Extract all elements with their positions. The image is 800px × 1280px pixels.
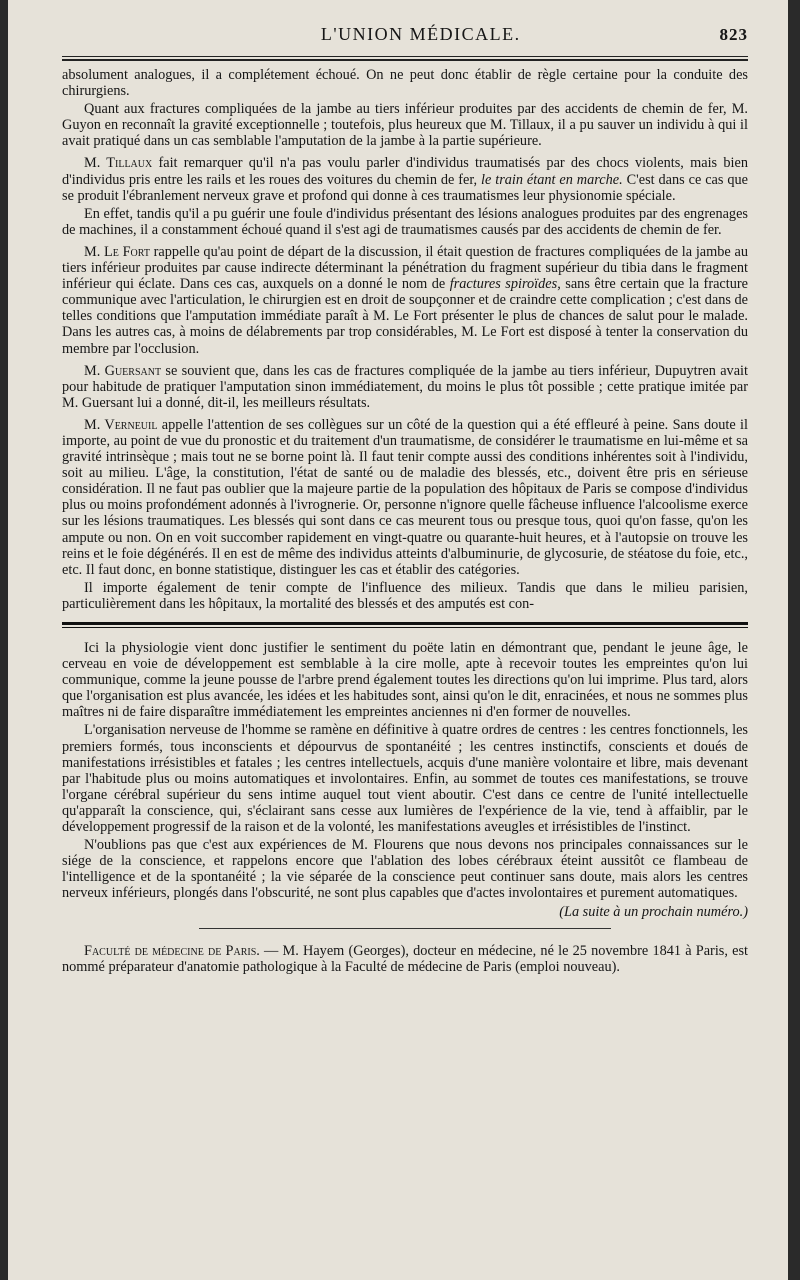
notice-heading: Faculté de médecine de Paris. bbox=[84, 942, 260, 959]
faculty-notice bbox=[62, 943, 748, 976]
journal-title: L'UNION MÉDICALE. bbox=[320, 24, 521, 44]
header-rule bbox=[62, 56, 748, 61]
running-head bbox=[62, 24, 748, 54]
feuilleton-text bbox=[62, 640, 748, 920]
speaker-name: M. Le Fort bbox=[84, 243, 150, 260]
paragraph: M. Le Fort rappelle qu'au point de départ de la discussion, il était question de fractures compliquées de la jambe au tiers inférieur produites par cause indirecte déterminant la pénétration du fragment supérieur du tibia dans le fragment inférieur qui éclate. Dans ces cas, auxquels on a donné le nom de fractures spiroïdes, sans être certain que la fracture communique avec l'articulation, le chirurgien est en droit de soupçonner et de craindre cette complication ; c'est dans de telles conditions que l'amputation immédiate paraît à M. Le Fort présenter le plus de chances de salut pour le malade. Dans les autres cas, à moins de délabrements par trop considérables, M. Le Fort est disposé à tenter la conservation du membre par l'occlusion. bbox=[62, 243, 748, 357]
paragraph: Ici la physiologie vient donc justifier le sentiment du poëte latin en démontrant que, pendant le jeune âge, le cerveau en voie de développement est semblable à la cire molle, apte à recevoir toutes les empreintes qu'on lui communique, comme la jeune pousse de l'arbre prend également toutes les directions qu'on lui imprime. Plus tard, alors que l'organisation est plus avancée, les idées et les habitudes sont, ainsi qu'on le dit, enracinées, et nous ne sommes plus maîtres ni de faire disparaître immédiatement les empreintes anciennes ni d'en former de nouvelles. bbox=[62, 640, 748, 721]
speaker-name: M. Verneuil bbox=[84, 416, 158, 433]
paragraph: M. Tillaux fait remarquer qu'il n'a pas voulu parler d'individus traumatisés par des chocs violents, mais bien d'individus pris entre les rails et les roues des voitures du chemin de fer, le train étant en marche. C'est dans ce cas que se produit l'ébranlement nerveux grave et profond qui donne à ces traumatismes leur physionomie spéciale. bbox=[62, 155, 748, 204]
italic-phrase: fractures spiroïdes bbox=[449, 276, 558, 293]
paragraph: M. Verneuil appelle l'attention de ses collègues sur un côté de la question qui a été effleuré à peine. Sans doute il importe, au point de vue du pronostic et du traitement d'un traumatisme, de considérer le traumatisme en lui-même et sa gravité intrinsèque ; mais tout ne se borne point là. Il faut tenir compte aussi des conditions inhérentes soit à l'individu, soit au milieu. L'âge, la constitution, l'état de santé ou de maladie des blessés, etc., doivent être pris en sérieuse considération. Il ne faut pas oublier que la majeure partie de la population des hôpitaux de Paris se compose d'individus plus ou moins profondément adonnés à l'ivrognerie. Or, personne n'ignore quelle fâcheuse influence l'alcoolisme exerce sur les lésions traumatiques. Les blessés qui sont dans ce cas meurent tous ou presque tous, quoi qu'on fasse, qu'on les ampute ou non. On en voit succomber rapidement en vingt-quatre ou quarante-huit heures, et à l'autopsie on trouve les reins et le foie dégénérés. Il en est de même des individus atteints d'albuminurie, de glycosurie, de stéatose du foie, etc., etc. Il faut donc, en bonne statistique, distinguer les cas et établir des catégories. bbox=[62, 416, 748, 578]
speaker-name: M. Tillaux bbox=[84, 155, 153, 172]
paragraph: Quant aux fractures compliquées de la jambe au tiers inférieur produites par des accidents de chemin de fer, M. Guyon en reconnaît la gravité exceptionnelle ; toutefois, plus heureux que M. Tillaux, il a pu sauver un individu à qui il avait pratiqué dans un cas semblable l'amputation de la jambe à la partie supérieure. bbox=[62, 101, 748, 150]
paragraph: absolument analogues, il a complétement échoué. On ne peut donc établir de règle certaine pour la conduite des chirurgiens. bbox=[62, 67, 748, 100]
speaker-name: M. Guersant bbox=[84, 362, 162, 379]
paragraph: Il importe également de tenir compte de l'influence des milieux. Tandis que dans le milieu parisien, particulièrement dans les hôpitaux, la mortalité des blessés et des amputés est con- bbox=[62, 579, 748, 612]
paragraph: L'organisation nerveuse de l'homme se ramène en définitive à quatre ordres de centres : les centres fonctionnels, les premiers formés, tous inconscients et dépourvus de spontanéité ; les centres instinctifs, conscients et doués de manifestations irrésistibles et fatales ; les centres intellectuels, acquis d'une manière volontaire et libre, mais devenant par l'habitude plus ou moins automatiques et involontaires. Enfin, au sommet de toutes ces manifestations, se trouve l'organe cérébral supérieur du sens intime auquel tout vient aboutir. C'est dans ce centre de l'unité intellectuelle qu'apparaît la conscience, qui, s'éclairant sans cesse aux lumières de l'expérience de la vie, tend à affaiblir, par le développement progressif de la raison et de la volonté, les manifestations aveugles et irrésistibles de l'instinct. bbox=[62, 722, 748, 836]
paragraph: En effet, tandis qu'il a pu guérir une foule d'individus présentant des lésions analogues produites par des engrenages de machines, il a constamment échoué quand il s'est agi de traumatismes causés par des accidents de chemin de fer. bbox=[62, 205, 748, 238]
italic-phrase: le train étant en marche. bbox=[481, 171, 623, 188]
journal-page bbox=[8, 0, 788, 1280]
paragraph: M. Guersant se souvient que, dans les cas de fractures compliquée de la jambe au tiers inférieur, Dupuytren avait pour habitude de pratiquer l'amputation sinon immédiatement, du moins le plus tôt possible ; cette pratique imitée par M. Guersant lui a donné, dit-il, les meilleurs résultats. bbox=[62, 362, 748, 411]
continuation-note: (La suite à un prochain numéro.) bbox=[559, 903, 748, 920]
notice-text: — M. Hayem (Georges), docteur en médecine, né le 25 novembre 1841 à Paris, est nommé préparateur d'anatomie pathologique à la Faculté de médecine de Paris (emploi nouveau). bbox=[62, 942, 748, 975]
paragraph: N'oublions pas que c'est aux expériences de M. Flourens que nous devons nos principales connaissances sur le siége de la conscience, et rappelons encore que l'ablation des lobes cérébraux éteint aussitôt ce flambeau de l'intelligence et de la spontanéité ; la vie séparée de la conscience peut continuer sans doute, mais alors les centres nerveux inférieurs, plongés dans l'obscurité, ne sont plus capables que d'actes involontaires et purement automatiques. bbox=[62, 837, 748, 902]
main-text bbox=[62, 67, 748, 612]
section-rule bbox=[199, 928, 611, 929]
page-number: 823 bbox=[719, 25, 748, 44]
feuilleton-separator bbox=[62, 622, 748, 628]
